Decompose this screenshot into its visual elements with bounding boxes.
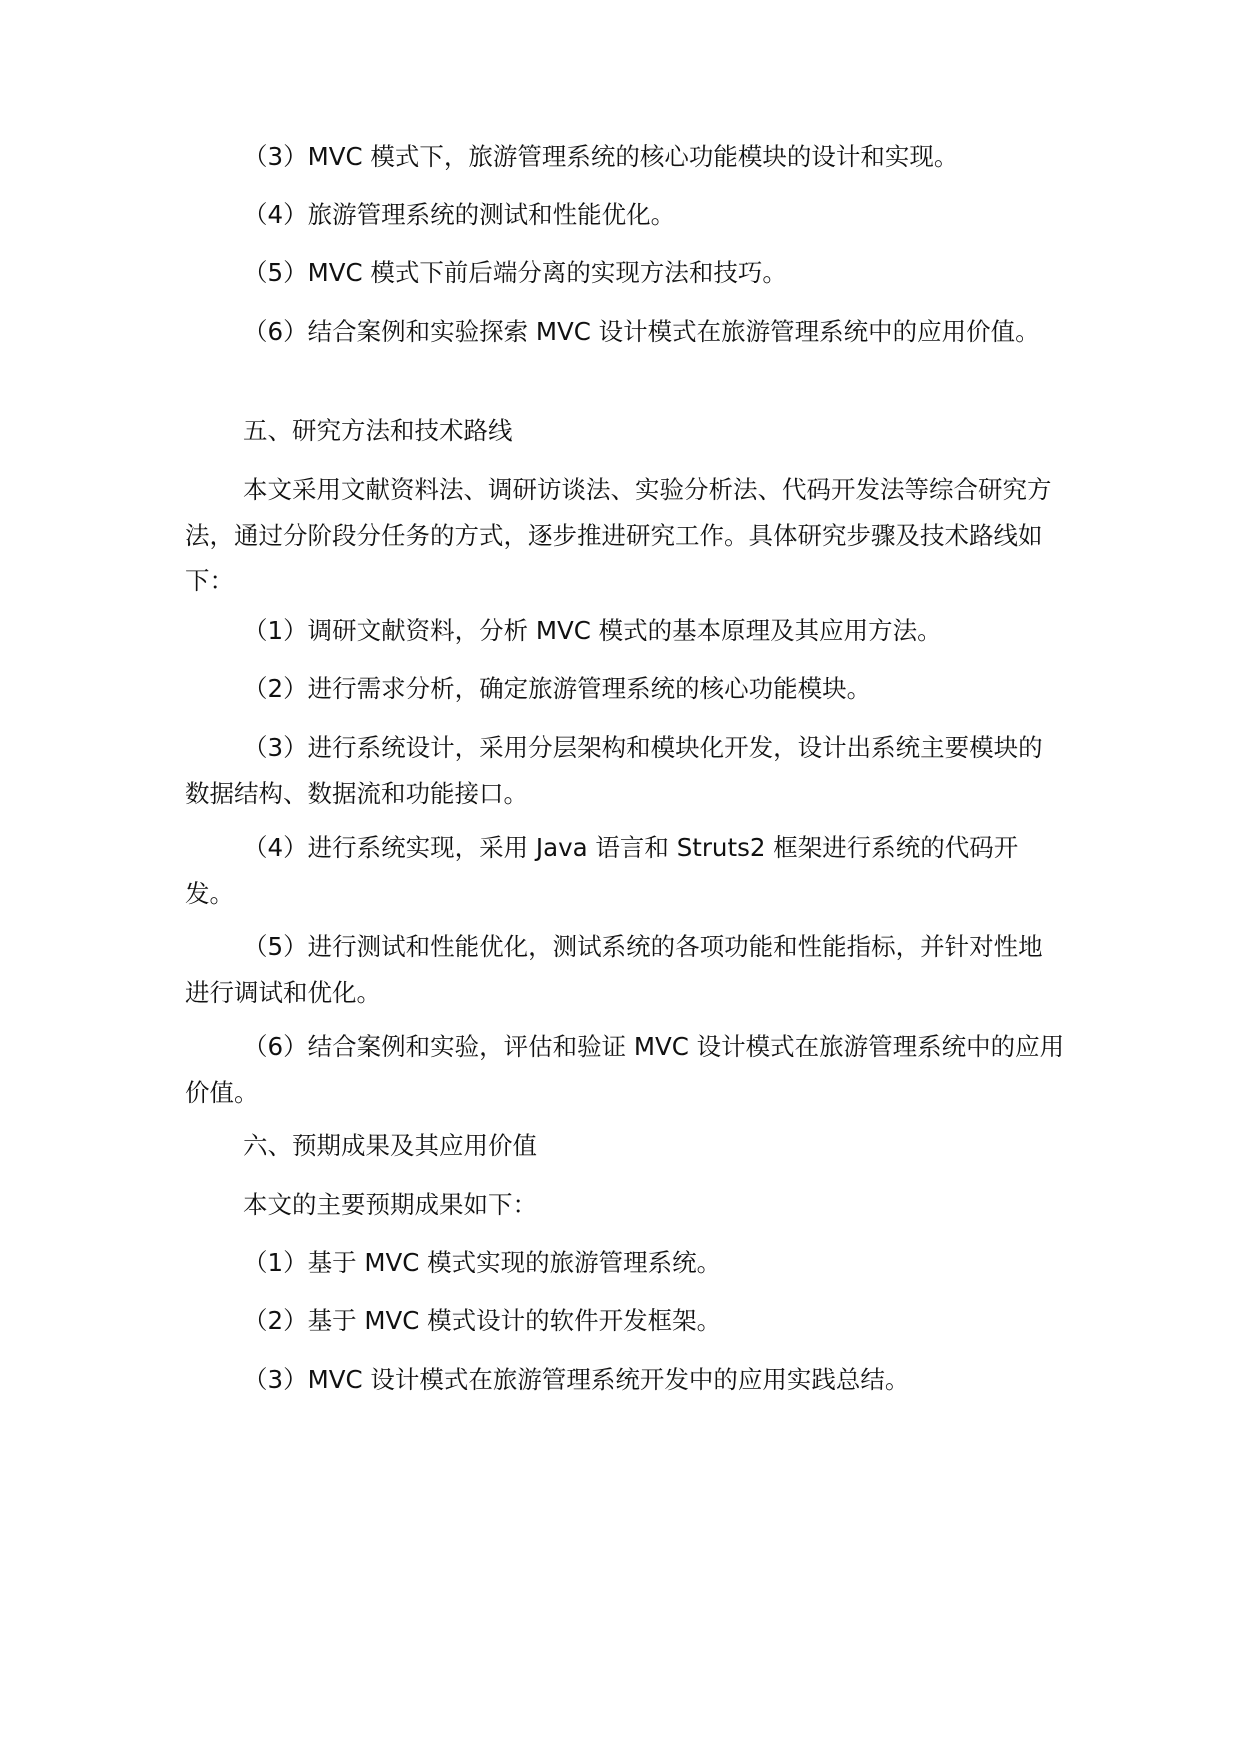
list-item: （3）进行系统设计，采用分层架构和模块化开发，设计出系统主要模块的数据结构、数据流和功能接口。: [185, 733, 1043, 808]
section-heading: 六、预期成果及其应用价值: [243, 1131, 537, 1160]
list-item: （5）MVC 模式下前后端分离的实现方法和技巧。: [243, 258, 787, 287]
list-item: （3）MVC 设计模式在旅游管理系统开发中的应用实践总结。: [243, 1365, 910, 1394]
section-heading: 五、研究方法和技术路线: [243, 416, 513, 445]
list-item: （2）基于 MVC 模式设计的软件开发框架。: [243, 1306, 722, 1335]
body-paragraph: 本文采用文献资料法、调研访谈法、实验分析法、代码开发法等综合研究方法，通过分阶段分任务的方式，逐步推进研究工作。具体研究步骤及技术路线如下：: [185, 475, 1052, 595]
list-item: （2）进行需求分析，确定旅游管理系统的核心功能模块。: [243, 674, 872, 703]
body-paragraph: 本文的主要预期成果如下：: [243, 1190, 537, 1219]
list-item: （3）MVC 模式下，旅游管理系统的核心功能模块的设计和实现。: [243, 142, 959, 171]
list-item: （1）基于 MVC 模式实现的旅游管理系统。: [243, 1248, 722, 1277]
list-item: （5）进行测试和性能优化，测试系统的各项功能和性能指标，并针对性地进行调试和优化。: [185, 932, 1043, 1007]
list-item: （4）进行系统实现，采用 Java 语言和 Struts2 框架进行系统的代码开发。: [185, 833, 1019, 908]
list-item: （6）结合案例和实验探索 MVC 设计模式在旅游管理系统中的应用价值。: [243, 317, 1040, 346]
list-item: （1）调研文献资料，分析 MVC 模式的基本原理及其应用方法。: [243, 616, 942, 645]
list-item: （6）结合案例和实验，评估和验证 MVC 设计模式在旅游管理系统中的应用价值。: [185, 1032, 1065, 1107]
list-item: （4）旅游管理系统的测试和性能优化。: [243, 200, 676, 229]
